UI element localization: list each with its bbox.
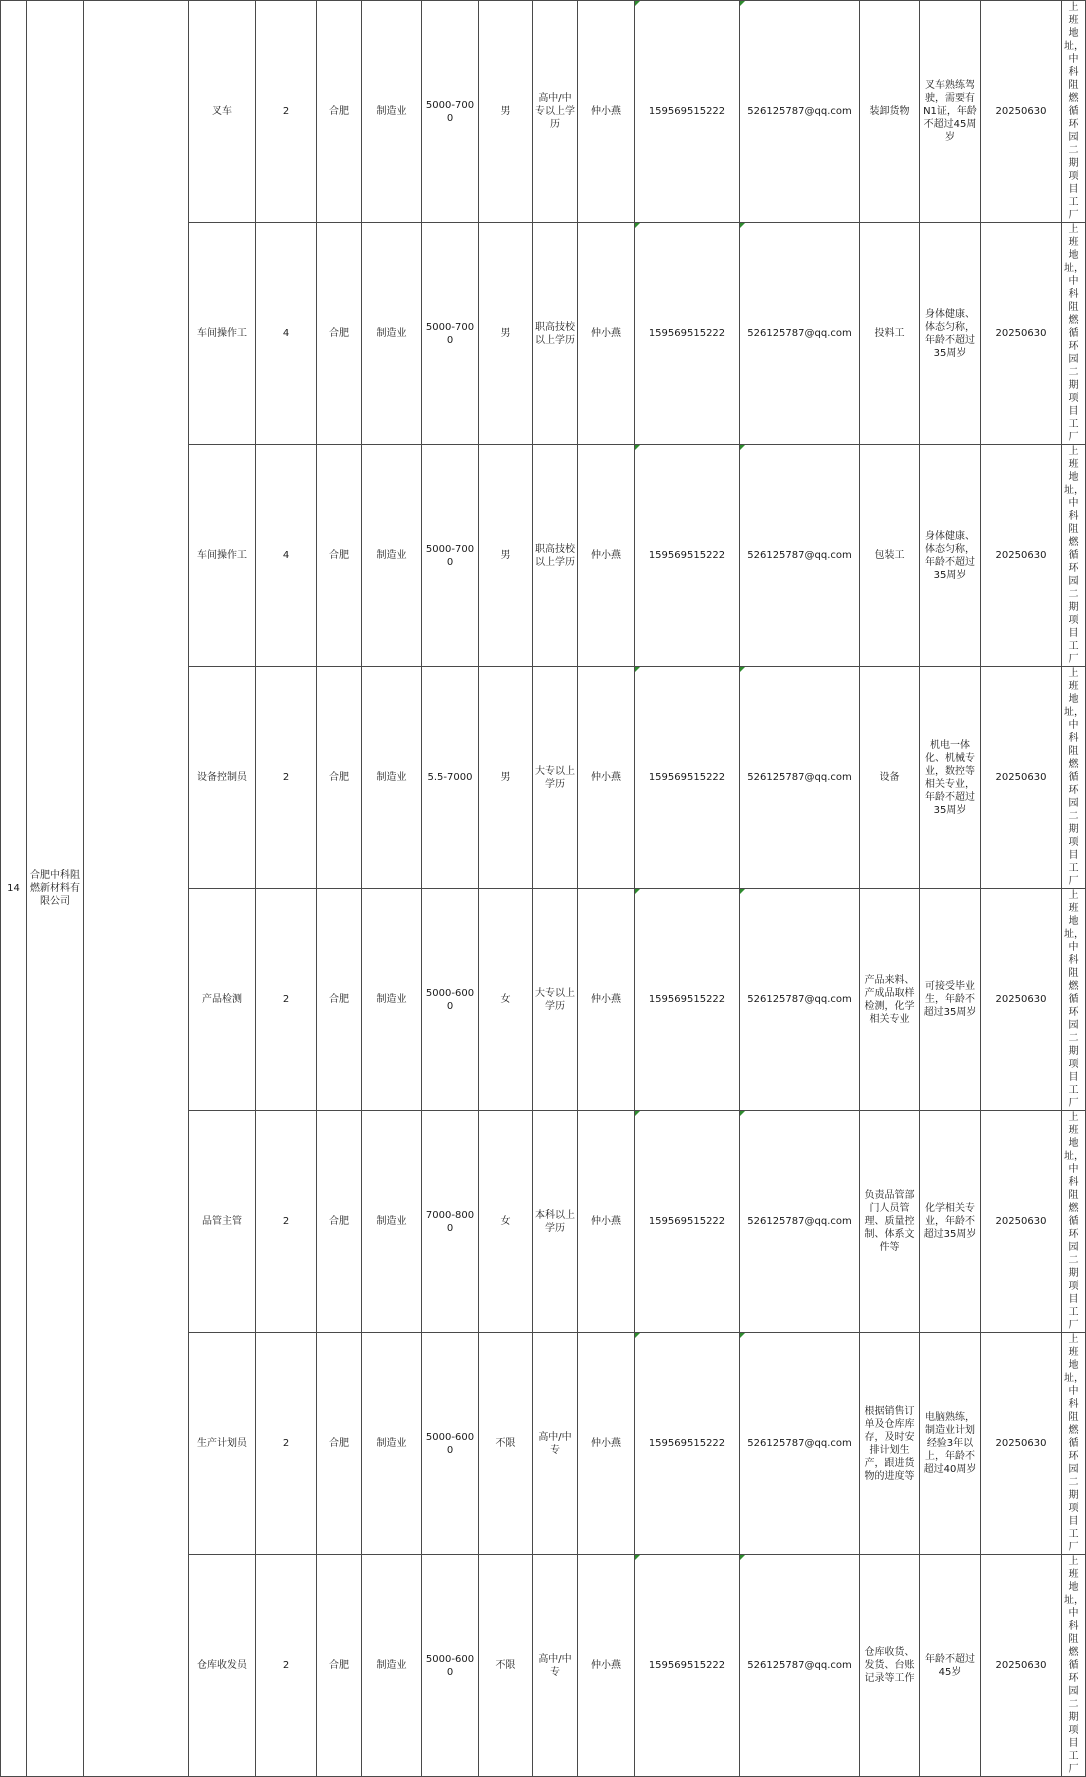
position-cell: 车间操作工 xyxy=(189,445,256,667)
location-cell: 合肥 xyxy=(317,1333,362,1555)
contact-cell: 仲小燕 xyxy=(578,889,635,1111)
location-cell: 合肥 xyxy=(317,223,362,445)
education-cell: 职高技校以上学历 xyxy=(533,223,578,445)
gender-cell: 男 xyxy=(479,445,533,667)
company-name-cell: 合肥中科阻燃新材料有限公司 xyxy=(27,1,84,1777)
gender-cell: 男 xyxy=(479,667,533,889)
duty-cell: 包装工 xyxy=(860,445,920,667)
industry-cell: 制造业 xyxy=(362,223,422,445)
headcount-cell: 2 xyxy=(256,1111,317,1333)
duty-cell: 负责品管部门人员管理、质量控制、体系文件等 xyxy=(860,1111,920,1333)
email-cell: 526125787@qq.com xyxy=(740,667,860,889)
location-cell: 合肥 xyxy=(317,889,362,1111)
industry-cell: 制造业 xyxy=(362,889,422,1111)
industry-cell: 制造业 xyxy=(362,445,422,667)
email-cell: 526125787@qq.com xyxy=(740,1111,860,1333)
email-cell: 526125787@qq.com xyxy=(740,223,860,445)
headcount-cell: 2 xyxy=(256,1333,317,1555)
education-cell: 职高技校以上学历 xyxy=(533,445,578,667)
requirement-cell: 身体健康、体态匀称，年龄不超过35周岁 xyxy=(920,223,981,445)
gender-cell: 女 xyxy=(479,1111,533,1333)
contact-cell: 仲小燕 xyxy=(578,1555,635,1777)
address-cell: 上班地址，中科阻燃循环园二期项目工厂 xyxy=(1062,889,1086,1111)
contact-cell: 仲小燕 xyxy=(578,667,635,889)
contact-cell: 仲小燕 xyxy=(578,1333,635,1555)
address-cell: 上班地址，中科阻燃循环园二期项目工厂 xyxy=(1062,1333,1086,1555)
industry-cell: 制造业 xyxy=(362,1333,422,1555)
education-cell: 本科以上学历 xyxy=(533,1111,578,1333)
headcount-cell: 4 xyxy=(256,223,317,445)
date-cell: 20250630 xyxy=(981,667,1062,889)
headcount-cell: 2 xyxy=(256,1,317,223)
date-cell: 20250630 xyxy=(981,1111,1062,1333)
salary-cell: 5000-6000 xyxy=(422,1333,479,1555)
gender-cell: 女 xyxy=(479,889,533,1111)
date-cell: 20250630 xyxy=(981,889,1062,1111)
education-cell: 高中/中专 xyxy=(533,1555,578,1777)
position-cell: 叉车 xyxy=(189,1,256,223)
salary-cell: 5000-7000 xyxy=(422,223,479,445)
location-cell: 合肥 xyxy=(317,1555,362,1777)
date-cell: 20250630 xyxy=(981,445,1062,667)
table-row xyxy=(1,1,1086,223)
date-cell: 20250630 xyxy=(981,1333,1062,1555)
phone-cell: 159569515222 xyxy=(635,1333,740,1555)
blank-column xyxy=(84,1,189,1777)
position-cell: 产品检测 xyxy=(189,889,256,1111)
salary-cell: 7000-8000 xyxy=(422,1111,479,1333)
sequence-number-cell: 14 xyxy=(1,1,27,1777)
industry-cell: 制造业 xyxy=(362,1111,422,1333)
gender-cell: 不限 xyxy=(479,1555,533,1777)
requirement-cell: 机电一体化、机械专业，数控等相关专业，年龄不超过35周岁 xyxy=(920,667,981,889)
date-cell: 20250630 xyxy=(981,1555,1062,1777)
address-cell: 上班地址，中科阻燃循环园二期项目工厂 xyxy=(1062,667,1086,889)
salary-cell: 5000-7000 xyxy=(422,445,479,667)
phone-cell: 159569515222 xyxy=(635,667,740,889)
industry-cell: 制造业 xyxy=(362,667,422,889)
requirement-cell: 年龄不超过45岁 xyxy=(920,1555,981,1777)
industry-cell: 制造业 xyxy=(362,1,422,223)
headcount-cell: 4 xyxy=(256,445,317,667)
requirement-cell: 可接受毕业生，年龄不超过35周岁 xyxy=(920,889,981,1111)
address-cell: 上班地址，中科阻燃循环园二期项目工厂 xyxy=(1062,1555,1086,1777)
duty-cell: 仓库收货、发货、台账记录等工作 xyxy=(860,1555,920,1777)
location-cell: 合肥 xyxy=(317,445,362,667)
position-cell: 车间操作工 xyxy=(189,223,256,445)
requirement-cell: 身体健康、体态匀称，年龄不超过35周岁 xyxy=(920,445,981,667)
salary-cell: 5000-7000 xyxy=(422,1,479,223)
requirement-cell: 化学相关专业，年龄不超过35周岁 xyxy=(920,1111,981,1333)
headcount-cell: 2 xyxy=(256,889,317,1111)
contact-cell: 仲小燕 xyxy=(578,445,635,667)
education-cell: 高中/中专以上学历 xyxy=(533,1,578,223)
position-cell: 生产计划员 xyxy=(189,1333,256,1555)
salary-cell: 5000-6000 xyxy=(422,1555,479,1777)
requirement-cell: 叉车熟练驾驶，需要有N1证，年龄不超过45周岁 xyxy=(920,1,981,223)
contact-cell: 仲小燕 xyxy=(578,1111,635,1333)
date-cell: 20250630 xyxy=(981,223,1062,445)
duty-cell: 装卸货物 xyxy=(860,1,920,223)
duty-cell: 设备 xyxy=(860,667,920,889)
education-cell: 大专以上学历 xyxy=(533,889,578,1111)
email-cell: 526125787@qq.com xyxy=(740,1,860,223)
address-cell: 上班地址，中科阻燃循环园二期项目工厂 xyxy=(1062,1111,1086,1333)
position-cell: 仓库收发员 xyxy=(189,1555,256,1777)
email-cell: 526125787@qq.com xyxy=(740,1333,860,1555)
education-cell: 高中/中专 xyxy=(533,1333,578,1555)
email-cell: 526125787@qq.com xyxy=(740,445,860,667)
location-cell: 合肥 xyxy=(317,1,362,223)
contact-cell: 仲小燕 xyxy=(578,1,635,223)
phone-cell: 159569515222 xyxy=(635,1555,740,1777)
salary-cell: 5.5-7000 xyxy=(422,667,479,889)
table-body xyxy=(1,1,1086,1777)
contact-cell: 仲小燕 xyxy=(578,223,635,445)
industry-cell: 制造业 xyxy=(362,1555,422,1777)
position-cell: 设备控制员 xyxy=(189,667,256,889)
position-cell: 品管主管 xyxy=(189,1111,256,1333)
address-cell: 上班地址，中科阻燃循环园二期项目工厂 xyxy=(1062,445,1086,667)
phone-cell: 159569515222 xyxy=(635,223,740,445)
headcount-cell: 2 xyxy=(256,1555,317,1777)
phone-cell: 159569515222 xyxy=(635,889,740,1111)
phone-cell: 159569515222 xyxy=(635,445,740,667)
duty-cell: 投料工 xyxy=(860,223,920,445)
phone-cell: 159569515222 xyxy=(635,1111,740,1333)
duty-cell: 根据销售订单及仓库库存，及时安排计划生产，跟进货物的进度等 xyxy=(860,1333,920,1555)
location-cell: 合肥 xyxy=(317,667,362,889)
education-cell: 大专以上学历 xyxy=(533,667,578,889)
gender-cell: 男 xyxy=(479,1,533,223)
location-cell: 合肥 xyxy=(317,1111,362,1333)
gender-cell: 不限 xyxy=(479,1333,533,1555)
address-cell: 上班地址，中科阻燃循环园二期项目工厂 xyxy=(1062,223,1086,445)
salary-cell: 5000-6000 xyxy=(422,889,479,1111)
headcount-cell: 2 xyxy=(256,667,317,889)
address-cell: 上班地址，中科阻燃循环园二期项目工厂 xyxy=(1062,1,1086,223)
phone-cell: 159569515222 xyxy=(635,1,740,223)
email-cell: 526125787@qq.com xyxy=(740,1555,860,1777)
duty-cell: 产品来料、产成品取样检测，化学相关专业 xyxy=(860,889,920,1111)
date-cell: 20250630 xyxy=(981,1,1062,223)
email-cell: 526125787@qq.com xyxy=(740,889,860,1111)
requirement-cell: 电脑熟练，制造业计划经验3年以上，年龄不超过40周岁 xyxy=(920,1333,981,1555)
gender-cell: 男 xyxy=(479,223,533,445)
